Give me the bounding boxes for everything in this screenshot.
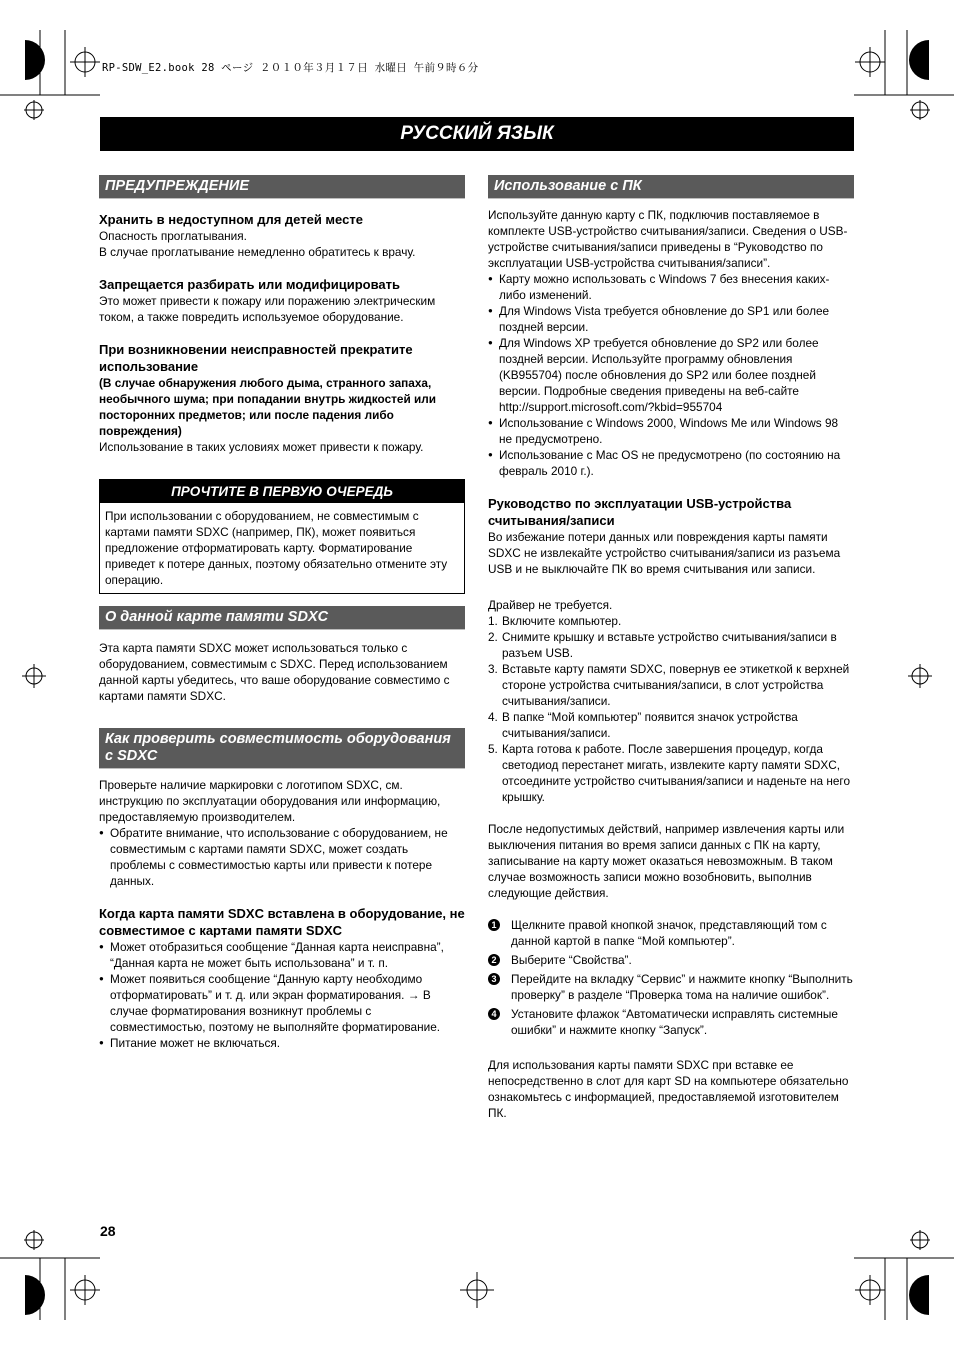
left-column <box>99 175 465 1051</box>
list-item: 3. Вставьте карту памяти SDXC, повернув ее этикеткой к верхней стороне устройства считывания/записи, в слот устройства считывания/записи. <box>488 662 850 708</box>
list-item: ● Использование с Mac OS не предусмотрено (по состоянию на февраль 2010 г.). <box>488 447 854 479</box>
about-text: Эта карта памяти SDXC может использоваться только с оборудованием, совместимым с SDXC. Перед использованием данной карты убедитесь, что ваше оборудование совместимо с картами памяти SDXC. <box>99 641 450 703</box>
list-item: ● Использование с Windows 2000, Windows Me или Windows 98 не предусмотрено. <box>488 415 854 447</box>
page-title-bar <box>100 117 854 151</box>
read-first-text: При использовании с оборудованием, не совместимым с картами памяти SDXC (например, ПК), может появиться предложение отформатировать карту. Форматирование приведет к потере данных, поэтому обязательно отмените эту операцию. <box>105 509 448 587</box>
pc-intro: Используйте данную карту с ПК, подключив поставляемое в комплекте USB-устройство считывания/записи. Сведения о USB-устройстве считывания/записи приведены в “Руководство по эксплуатации USB-устройства считывания/записи”. <box>488 208 848 270</box>
compat-text: Проверьте наличие маркировки с логотипом SDXC, см. инструкцию по эксплуатации оборудования или информацию, предоставляемую производителем. <box>99 778 441 824</box>
step-2-icon: 2 <box>488 954 500 966</box>
list-item: 2 Выберите “Свойства”. <box>488 952 854 968</box>
inserted-bullets <box>99 939 465 1051</box>
page-title: РУССКИЙ ЯЗЫК <box>400 123 554 144</box>
warning-heading-children: Хранить в недоступном для детей месте <box>99 212 363 227</box>
step-3-icon: 3 <box>488 973 500 985</box>
list-item: 1. Включите компьютер. <box>488 614 622 628</box>
driver-note: Драйвер не требуется. <box>488 598 613 612</box>
about-section-title: О данной карте памяти SDXC <box>99 606 465 630</box>
warning-text: В случае проглатывание немедленно обратитесь к врачу. <box>99 245 416 259</box>
list-item: ● Может появиться сообщение “Данную карту необходимо отформатировать” и т. д. или экран форматирования. → В случае форматирования возникнут проблемы с совместимостью, поэтому не выполняйте форматирование. <box>99 971 465 1035</box>
inserted-heading: Когда карта памяти SDXC вставлена в оборудование, не совместимое с картами памяти SDXC <box>99 906 465 938</box>
list-item: 1 Щелкните правой кнопкой значок, представляющий том с данной картой в папке “Мой компьютер”. <box>488 917 854 949</box>
warning-text: Опасность проглатывания. <box>99 229 247 243</box>
warning-heading-disassemble: Запрещается разбирать или модифицировать <box>99 277 401 292</box>
pc-section-title: Использование с ПК <box>488 175 854 199</box>
warning-text: Это может привести к пожару или поражению электрическим током, а также повредить используемое оборудование. <box>99 294 436 324</box>
manual-heading: Руководство по эксплуатации USB-устройства считывания/записи <box>488 496 792 528</box>
file-header: RP-SDW_E2.book 28 ページ ２０１０年３月１７日 水曜日 午前９時６分 <box>102 62 479 74</box>
list-item: 3 Перейдите на вкладку “Сервис” и нажмите кнопку “Выполнить проверку” в разделе “Проверка тома на наличие ошибок”. <box>488 971 854 1003</box>
list-item: ● Для Windows XP требуется обновление до SP2 или более поздней версии. Используйте программу обновления (KB955704) после обновления до SP2 или более поздней версии. Подробные сведения приведены на веб-сайте http://support.microsoft.com/?kbid=955704 <box>488 335 854 415</box>
right-column <box>488 175 854 1121</box>
list-item: ● Может отобразиться сообщение “Данная карта неисправна”, “Данная карта не может быть использована” и т. п. <box>99 939 465 971</box>
list-item: ● Питание может не включаться. <box>99 1035 465 1051</box>
list-item: 4 Установите флажок “Автоматически исправлять системные ошибки” и нажмите кнопку “Запуск”. <box>488 1006 854 1038</box>
read-first-box <box>99 479 465 594</box>
manual-text: Во избежание потери данных или повреждения карты памяти SDXC не извлекайте устройство считывания/записи из разъема USB и не выключайте ПК во время считывания или записи. <box>488 530 841 576</box>
step-1-icon: 1 <box>488 919 500 931</box>
list-item: ● Для Windows Vista требуется обновление до SP1 или более поздней версии. <box>488 303 854 335</box>
page-number: 28 <box>100 1223 116 1239</box>
warning-text: Использование в таких условиях может привести к пожару. <box>99 440 424 454</box>
setup-steps <box>488 613 854 805</box>
warning-heading-malfunction: При возникновении неисправностей прекратите использование <box>99 342 413 374</box>
step-4-icon: 4 <box>488 1008 500 1020</box>
list-item: ● Карту можно использовать с Windows 7 без внесения каких-либо изменений. <box>488 271 854 303</box>
warning-section-title: ПРЕДУПРЕЖДЕНИЕ <box>99 175 465 199</box>
closing-text: Для использования карты памяти SDXC при вставке ее непосредственно в слот для карт SD на компьютере обязательно ознакомьтесь с информацией, предоставляемой изготовителем ПК. <box>488 1058 849 1120</box>
after-text: После недопустимых действий, например извлечения карты или выключения питания во время записи данных с ПК на карту, записывание на карту может оказаться невозможным. В таком случае возможность записи можно возобновить, выполнив следующие действия. <box>488 822 845 900</box>
list-item: ● Обратите внимание, что использование с оборудованием, не совместимым с картами памяти SDXC, может создать проблемы с совместимостью карты или привести к потере данных. <box>99 825 465 889</box>
list-item: 5. Карта готова к работе. После завершения процедур, когда светодиод перестанет мигать, извлеките карту памяти SDXC, отсоедините устройство считывания/записи и наденьте на него крышку. <box>488 742 851 804</box>
warning-bold-note: (В случае обнаружения любого дыма, странного запаха, необычного шума; при попадании внутрь жидкостей или посторонних предметов; или после падения либо повреждения) <box>99 376 437 438</box>
list-item: 4. В папке “Мой компьютер” появится значок устройства считывания/записи. <box>488 710 798 740</box>
list-item: 2. Снимите крышку и вставьте устройство считывания/записи в разъем USB. <box>488 630 837 660</box>
recovery-steps <box>488 917 854 1038</box>
compat-bullets <box>99 825 465 889</box>
read-first-title: ПРОЧТИТЕ В ПЕРВУЮ ОЧЕРЕДЬ <box>100 480 464 503</box>
compat-section-title: Как проверить совместимость оборудования с SDXC <box>99 728 465 769</box>
pc-bullets <box>488 271 854 479</box>
